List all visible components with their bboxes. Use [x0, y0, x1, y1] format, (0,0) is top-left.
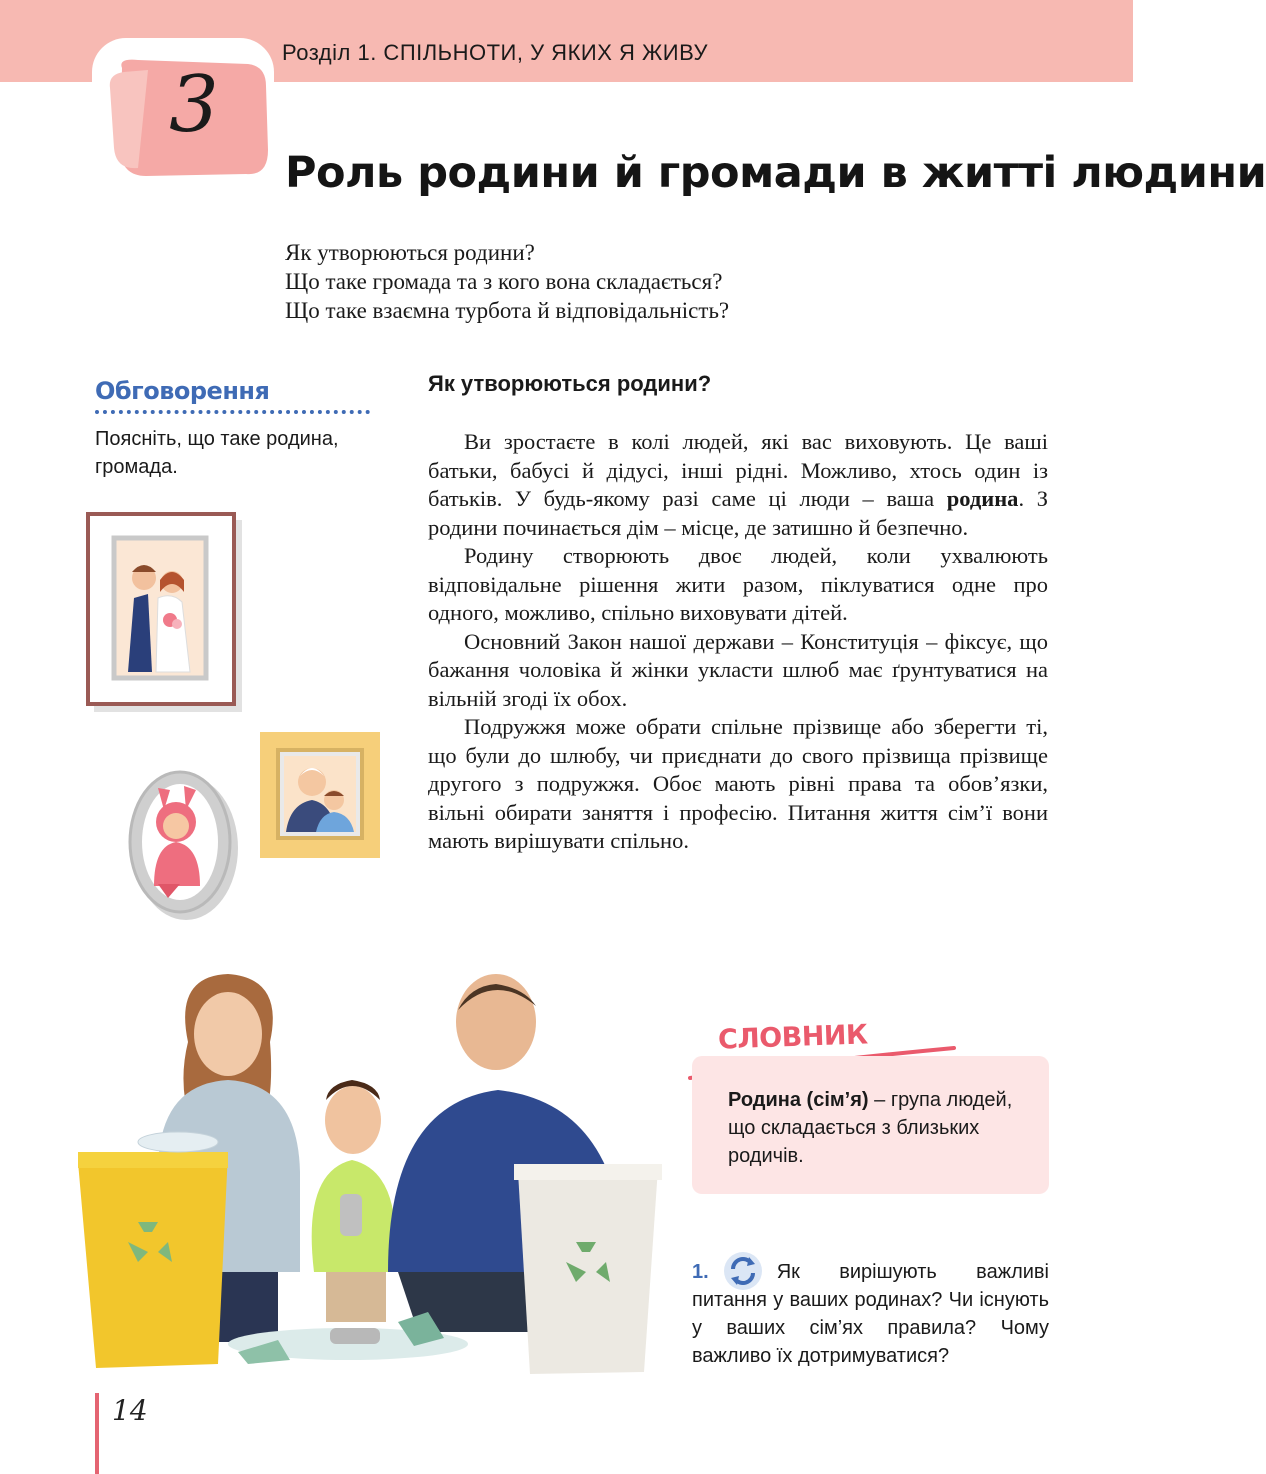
task-number: 1. [692, 1261, 709, 1283]
lesson-number: 3 [169, 60, 219, 150]
dictionary-term: Родина (сім’я) [728, 1089, 869, 1111]
question-item: Що таке взаємна турбота й відповідальність? [285, 298, 730, 323]
lesson-questions [285, 238, 729, 325]
term-highlight: родина [946, 486, 1019, 511]
page-number-bar [95, 1393, 99, 1474]
task-1 [692, 1258, 1049, 1370]
page-number: 14 [112, 1394, 148, 1427]
discussion-underline [95, 410, 370, 414]
paragraph: Подружжя може обрати спільне прізвище або зберегти ті, що були до шлюбу, чи приєднати до свого прізвища прізвище другого з подружжя. Обоє мають рівні права та обов’язки, вільні обирати заняття і професію. Питання життя сім’ї вони мають вирішувати спільно. [428, 714, 1048, 853]
discussion-text: Поясніть, що таке родина, громада. [95, 428, 339, 478]
section-header: Розділ 1. СПІЛЬНОТИ, У ЯКИХ Я ЖИВУ [282, 40, 709, 65]
section-heading: Як утворюються родини? [428, 371, 712, 396]
question-item: Як утворюються родини? [285, 240, 535, 265]
task-text: Як вирішують важливі питання у ваших родинах? Чи існують у ваших сім’ях правила? Чому важливо їх дотримуватися? [692, 1261, 1049, 1367]
baby-portrait-illustration [124, 766, 240, 922]
paragraph: Родину створюють двоє людей, коли ухвалюють відповідальне рішення жити разом, піклуватися одне про одного, можливо, спільно виховувати дітей. [428, 543, 1048, 625]
dictionary-definition: Родина (сім’я) – група людей, що складається з близьких родичів. [728, 1089, 1013, 1167]
refresh-arrows-icon [723, 1251, 763, 1291]
family-recycling-photo [78, 972, 682, 1378]
discussion-title: Обговорення [95, 377, 270, 405]
paragraph: Основний Закон нашої держави – Конституція – фіксує, що бажання чоловіка й жінки укласти шлюб має ґрунтуватися на вільній згоді їх обох. [428, 628, 1048, 711]
paragraph: Ви зростаєте в колі людей, які вас виховують. Це ваші батьки, бабусі й дідусі, інші рідні. Можливо, хтось один із батьків. У будь-якому разі саме ці люди – ваша родина. З родини починається дім – місце, де затишно й безпечно. [428, 429, 1048, 540]
wedding-portrait-illustration [86, 512, 242, 712]
grandparent-portrait-illustration [258, 730, 382, 860]
dictionary-title: СЛОВНИК [717, 1019, 869, 1056]
lesson-title: Роль родини й громади в житті людини [285, 148, 1266, 198]
main-text [428, 428, 1048, 856]
question-item: Що таке громада та з кого вона складається? [285, 269, 723, 294]
